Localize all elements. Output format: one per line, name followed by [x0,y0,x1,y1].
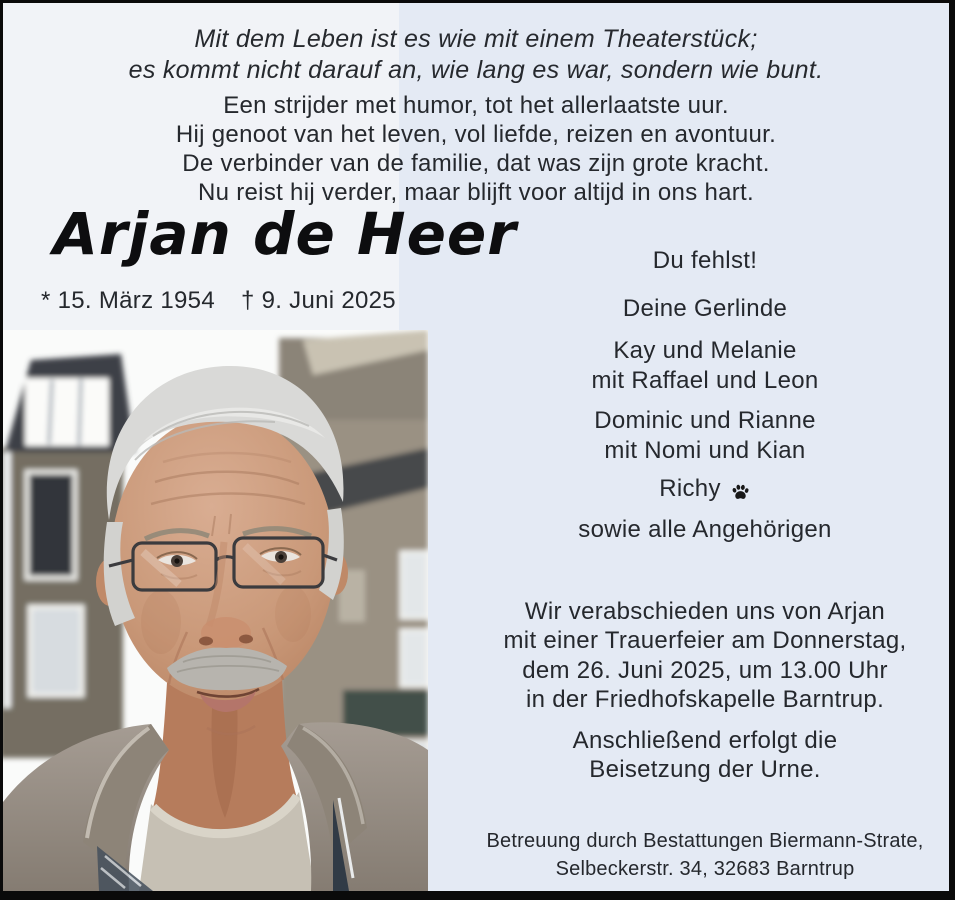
mourner-entry [455,294,955,324]
tribute-text [3,91,949,207]
tribute-line-3: De verbinder van de familie, dat was zijn grote kracht. [182,150,770,177]
mourner-line: Deine Gerlinde [622,295,788,322]
life-dates [21,287,416,315]
death-date: † 9. Juni 2025 [240,287,396,314]
mourner-line: Dominic und Rianne [594,407,816,434]
service-line-3: dem 26. Juni 2025, um 13.00 Uhr [522,656,888,684]
tribute-line-4: Nu reist hij verder, maar blijft voor altijd in ons hart. [198,179,754,206]
service-line-1: Wir verabschieden uns von Arjan [524,598,886,625]
mourner-line: mit Nomi und Kian [604,437,806,464]
paw-icon [730,483,751,502]
portrait-illustration [3,330,428,891]
mourner-line: mit Raffael und Leon [591,367,819,394]
mourner-entry [455,406,955,466]
quote-line-2: es kommt nicht darauf an, wie lang es war, sondern wie bunt. [128,56,824,84]
service-line-4: in der Friedhofskapelle Barntrup. [525,686,885,714]
funeral-home-line-1: Betreuung durch Bestattungen Biermann-Strate, [486,830,924,852]
opening-quote [3,24,949,86]
burial-line-2: Beisetzung der Urne. [589,756,821,784]
mourner-entry [455,336,955,396]
mourner-entry [455,474,955,504]
deceased-name: Arjan de Heer [53,200,517,268]
birth-date: * 15. März 1954 [41,287,215,314]
service-announcement [455,597,955,715]
tribute-line-1: Een strijder met humor, tot het allerlaatste uur. [223,92,729,119]
mourner-line: Richy [659,475,721,502]
burial-announcement [455,726,955,785]
tribute-line-2: Hij genoot van het leven, vol liefde, reizen en avontuur. [175,121,777,148]
portrait-photo [3,330,428,891]
mourner-entry [455,515,955,545]
mourner-line: sowie alle Angehörigen [578,516,832,543]
funeral-home-info [455,827,955,883]
mourner-line: Kay und Melanie [613,337,797,364]
funeral-home-line-2: Selbeckerstr. 34, 32683 Barntrup [555,858,855,880]
burial-line-1: Anschließend erfolgt die [572,727,838,754]
mourners-intro: Du fehlst! [652,247,758,274]
service-line-2: mit einer Trauerfeier am Donnerstag, [503,627,907,655]
quote-line-1: Mit dem Leben ist es wie mit einem Theaterstück; [194,25,758,53]
